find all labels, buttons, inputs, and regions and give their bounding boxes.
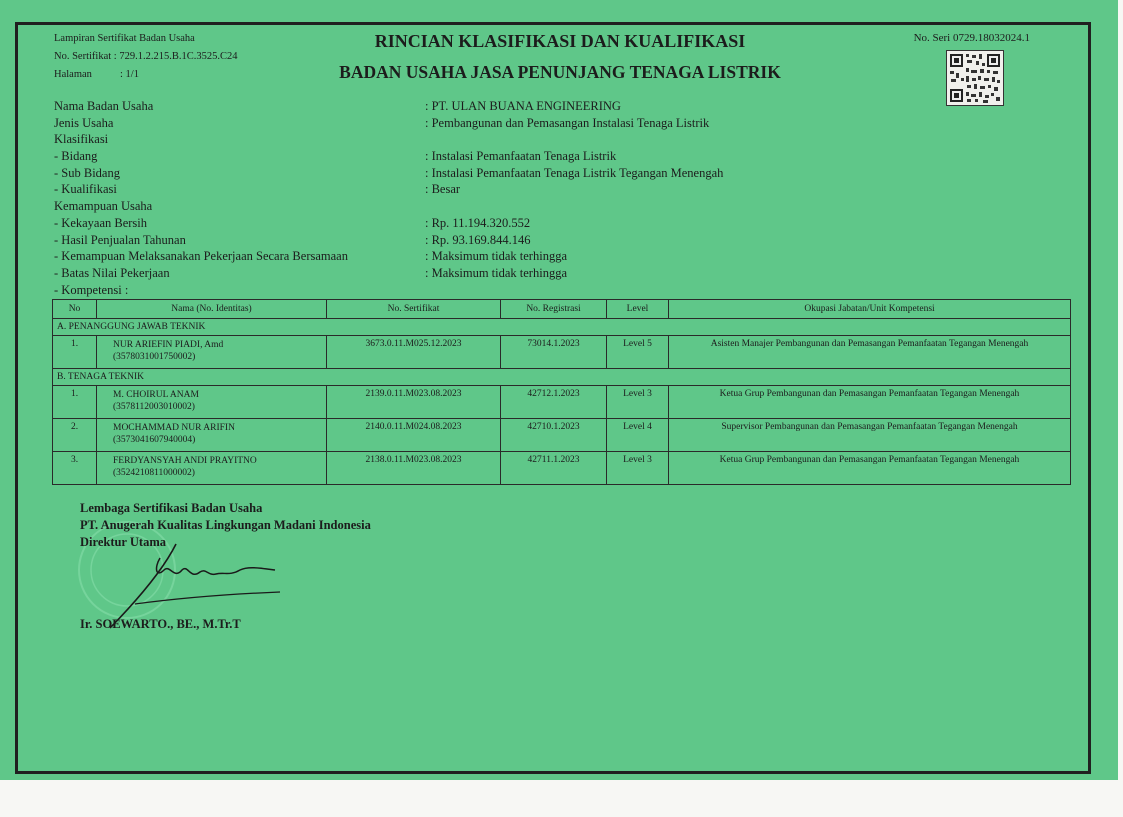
kekayaan-bersih-label: - Kekayaan Bersih (54, 215, 148, 230)
halaman-value: : 1/1 (120, 69, 139, 80)
table-row (53, 336, 1071, 369)
table-header-row (53, 300, 1071, 319)
signer-name: Ir. SOEWARTO., BE., M.Tr.T (80, 617, 241, 631)
row-name-cell (97, 419, 327, 452)
bidang-value: : Instalasi Pemanfaatan Tenaga Listrik (425, 149, 617, 164)
row-name: FERDYANSYAH ANDI PRAYITNO (113, 456, 257, 466)
row-name-cell (97, 336, 327, 369)
batas-nilai-value: : Maksimum tidak terhingga (425, 265, 567, 280)
row-registrasi: 42711.1.2023 (501, 452, 607, 485)
row-no: 1. (53, 386, 97, 419)
document-title-line2: BADAN USAHA JASA PENUNJANG TENAGA LISTRIK (339, 62, 781, 82)
jenis-usaha-label: Jenis Usaha (54, 115, 114, 130)
table-row (53, 386, 1071, 419)
kemampuan-usaha-label: Kemampuan Usaha (54, 199, 153, 214)
klasifikasi-label: Klasifikasi (54, 132, 109, 147)
kompetensi-label: - Kompetensi : (54, 282, 129, 297)
halaman-label: Halaman (54, 69, 92, 80)
row-okupasi: Ketua Grup Pembangunan dan Pemasangan Pemanfaatan Tegangan Menengah (669, 452, 1071, 485)
row-name-cell (97, 452, 327, 485)
row-sertifikat: 2139.0.11.M023.08.2023 (327, 386, 501, 419)
no-seri: No. Seri 0729.18032024.1 (913, 32, 1030, 44)
row-id: (3578112003010002) (113, 402, 195, 412)
hasil-penjualan-label: - Hasil Penjualan Tahunan (54, 232, 186, 247)
row-id: (3573041607940004) (113, 435, 196, 445)
row-level: Level 3 (607, 386, 669, 419)
section-b-label: B. TENAGA TEKNIK (53, 369, 1071, 386)
document-title-line1: RINCIAN KLASIFIKASI DAN KUALIFIKASI (374, 31, 746, 51)
col-header-level: Level (607, 300, 669, 319)
row-registrasi: 42712.1.2023 (501, 386, 607, 419)
row-level: Level 3 (607, 452, 669, 485)
no-sertifikat-text: No. Sertifikat : 729.1.2.215.B.1C.3525.C24 (54, 51, 238, 62)
col-header-okupasi: Okupasi Jabatan/Unit Kompetensi (669, 300, 1071, 319)
row-registrasi: 42710.1.2023 (501, 419, 607, 452)
row-level: Level 5 (607, 336, 669, 369)
lampiran-text: Lampiran Sertifikat Badan Usaha (54, 33, 195, 44)
col-header-sertifikat: No. Sertifikat (327, 300, 501, 319)
section-a-label: A. PENANGGUNG JAWAB TEKNIK (53, 319, 1071, 336)
row-name: M. CHOIRUL ANAM (113, 390, 199, 400)
hasil-penjualan-value: : Rp. 93.169.844.146 (425, 232, 531, 247)
batas-nilai-label: - Batas Nilai Pekerjaan (54, 265, 170, 280)
table-row (53, 452, 1071, 485)
row-okupasi: Ketua Grup Pembangunan dan Pemasangan Pemanfaatan Tegangan Menengah (669, 386, 1071, 419)
row-name: NUR ARIEFIN PIADI, Amd (113, 340, 224, 350)
kekayaan-bersih-value: : Rp. 11.194.320.552 (425, 215, 531, 230)
col-header-no: No (53, 300, 97, 319)
bidang-label: - Bidang (54, 149, 98, 164)
nama-badan-usaha-label: Nama Badan Usaha (54, 99, 154, 113)
jenis-usaha-value: : Pembangunan dan Pemasangan Instalasi Tenaga Listrik (425, 115, 710, 130)
company-text: PT. Anugerah Kualitas Lingkungan Madani Indonesia (80, 518, 371, 532)
row-id: (3524210811000002) (113, 468, 195, 478)
direktur-text: Direktur Utama (80, 535, 166, 549)
row-sertifikat: 2140.0.11.M024.08.2023 (327, 419, 501, 452)
kualifikasi-value: : Besar (425, 182, 461, 197)
kemampuan-bersamaan-value: : Maksimum tidak terhingga (425, 249, 567, 264)
row-no: 1. (53, 336, 97, 369)
row-sertifikat: 3673.0.11.M025.12.2023 (327, 336, 501, 369)
row-id: (3578031001750002) (113, 352, 196, 362)
kemampuan-bersamaan-label: - Kemampuan Melaksanakan Pekerjaan Secara Bersamaan (54, 249, 348, 264)
row-name-cell (97, 386, 327, 419)
sub-bidang-value: : Instalasi Pemanfaatan Tenaga Listrik Tegangan Menengah (425, 165, 724, 180)
qr-code-icon (946, 50, 1004, 106)
table-row (53, 419, 1071, 452)
header-meta (54, 30, 237, 84)
row-no: 3. (53, 452, 97, 485)
col-header-registrasi: No. Registrasi (501, 300, 607, 319)
row-okupasi: Supervisor Pembangunan dan Pemasangan Pemanfaatan Tegangan Menengah (669, 419, 1071, 452)
kualifikasi-label: - Kualifikasi (54, 182, 117, 197)
halaman-row (54, 66, 237, 84)
nama-badan-usaha-value: : PT. ULAN BUANA ENGINEERING (425, 99, 621, 113)
row-registrasi: 73014.1.2023 (501, 336, 607, 369)
sub-bidang-label: - Sub Bidang (54, 165, 120, 180)
row-sertifikat: 2138.0.11.M023.08.2023 (327, 452, 501, 485)
lembaga-text: Lembaga Sertifikasi Badan Usaha (80, 501, 263, 515)
row-okupasi: Asisten Manajer Pembangunan dan Pemasangan Pemanfaatan Tegangan Menengah (669, 336, 1071, 369)
kompetensi-table (52, 299, 1071, 485)
row-name: MOCHAMMAD NUR ARIFIN (113, 423, 235, 433)
row-level: Level 4 (607, 419, 669, 452)
row-no: 2. (53, 419, 97, 452)
col-header-nama: Nama (No. Identitas) (97, 300, 327, 319)
